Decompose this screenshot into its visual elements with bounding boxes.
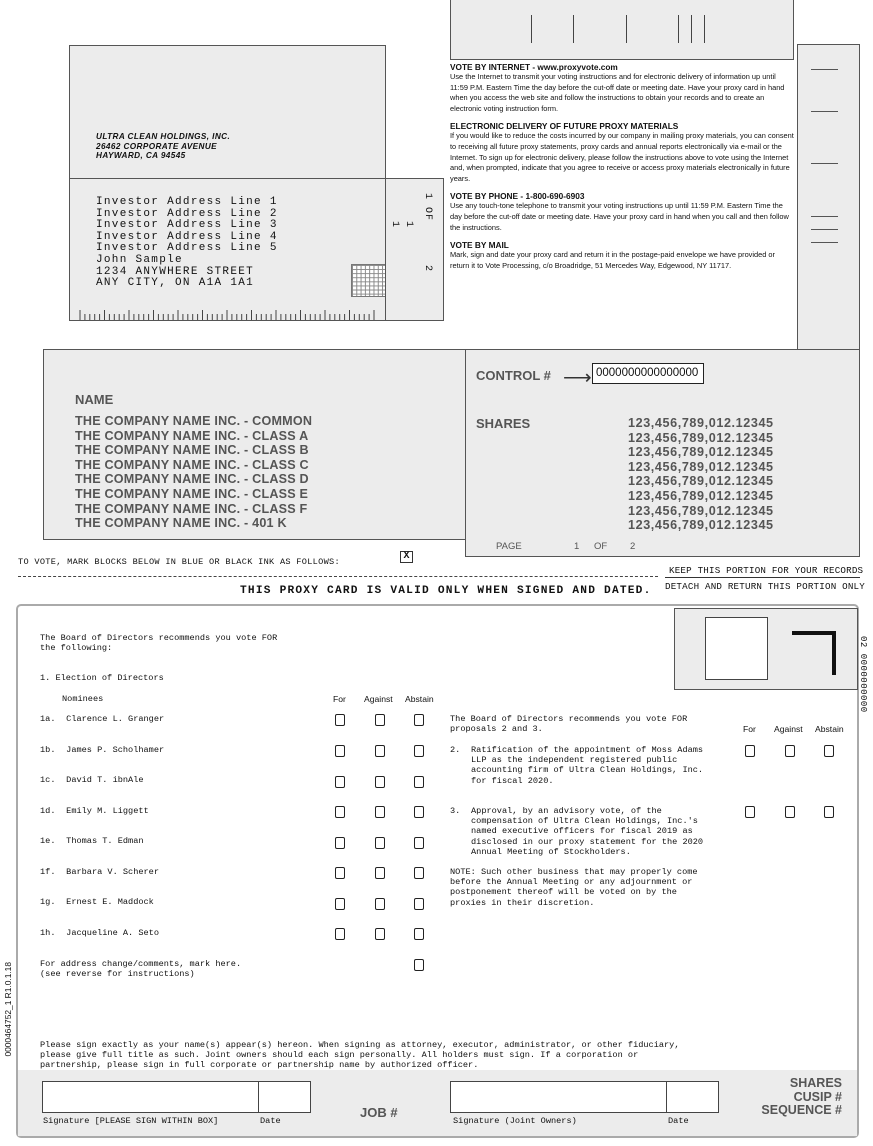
against-header-right: Against — [774, 724, 803, 734]
nominee-1h-for-checkbox[interactable] — [335, 928, 345, 940]
nominee-name: Emily M. Liggett — [66, 806, 149, 816]
page-label: PAGE — [496, 541, 522, 552]
share-class: THE COMPANY NAME INC. - CLASS B — [75, 443, 309, 458]
nominee-1c-for-checkbox[interactable] — [335, 776, 345, 788]
vote-phone-text: Use any touch-tone telephone to transmit your voting instructions up until 11:59 P.M. Eastern Time the day before the cut-off date or meeting date. Have your proxy card in hand when you call and then follow the instructions. — [450, 201, 789, 232]
nominee-name: Thomas T. Edman — [66, 836, 144, 846]
note-line: postponement thereof will be voted on by the — [450, 887, 677, 898]
nominee-1e-for-checkbox[interactable] — [335, 837, 345, 849]
recommendation-line: The Board of Directors recommends you vote FOR — [450, 714, 688, 724]
page-side-num: 1 — [389, 221, 400, 229]
nominee-row — [40, 928, 159, 938]
recommendation-line: the following: — [40, 643, 113, 654]
shares-cusip-sequence — [742, 1077, 842, 1118]
nominee-1d-abstain-checkbox[interactable] — [414, 806, 424, 818]
holdings-name-box — [43, 349, 467, 540]
note-text — [450, 867, 698, 908]
nominee-row — [40, 714, 164, 724]
arrow-right-icon: ⟶ — [563, 367, 592, 389]
nominee-name: Ernest E. Maddock — [66, 897, 154, 907]
nominee-row — [40, 775, 144, 785]
nominee-name: Jacqueline A. Seto — [66, 928, 159, 938]
nominee-id: 1d. — [40, 806, 56, 816]
control-shares-box — [465, 349, 860, 557]
name-label: NAME — [75, 392, 114, 407]
share-values — [628, 416, 774, 533]
nominee-1h-against-checkbox[interactable] — [375, 928, 385, 940]
proposal-3-against-checkbox[interactable] — [785, 806, 795, 818]
voting-instructions — [450, 62, 794, 271]
nominee-1a-abstain-checkbox[interactable] — [414, 714, 424, 726]
company-address-box — [69, 45, 386, 179]
electronic-delivery-text: If you would like to reduce the costs incurred by our company in mailing proxy materials, you can consent to receiving all future proxy statements, proxy cards and annual reports electronically via e-mail or the Internet. To sign up for electronic delivery, please follow the instructions above to vote using the Internet and, when prompted, indicate that you agree to receive or access proxy materials electronically in future years. — [450, 131, 794, 183]
note-line: proxies in their discretion. — [450, 897, 595, 908]
nominee-row — [40, 806, 149, 816]
electronic-delivery-title: ELECTRONIC DELIVERY OF FUTURE PROXY MATERIALS — [450, 121, 679, 132]
nominee-1e-abstain-checkbox[interactable] — [414, 837, 424, 849]
proposal-2-for-checkbox[interactable] — [745, 745, 755, 757]
valid-notice: THIS PROXY CARD IS VALID ONLY WHEN SIGNED AND DATED. — [240, 585, 652, 597]
nominee-row — [40, 836, 144, 846]
page-side-num: 1 — [403, 221, 414, 229]
signing-line: Please sign exactly as your name(s) appear(s) hereon. When signing as attorney, executor, administrator, or other fiduciary, — [40, 1040, 680, 1050]
company-address — [96, 132, 230, 161]
signing-line: please give full title as such. Joint owners should each sign personally. All holders must sign. If a corporation or — [40, 1050, 639, 1061]
proposal-3-for-checkbox[interactable] — [745, 806, 755, 818]
joint-date-label: Date — [668, 1116, 689, 1126]
mark-instructions: TO VOTE, MARK BLOCKS BELOW IN BLUE OR BLACK INK AS FOLLOWS: — [18, 557, 340, 567]
nominee-1e-against-checkbox[interactable] — [375, 837, 385, 849]
tick-mark — [811, 229, 838, 230]
nominee-1c-abstain-checkbox[interactable] — [414, 776, 424, 788]
against-header: Against — [364, 694, 393, 704]
date-box[interactable] — [258, 1081, 311, 1113]
tick-mark — [811, 69, 838, 70]
page-side-total: 2 — [422, 265, 433, 273]
address-change-line: (see reverse for instructions) — [40, 969, 195, 980]
nominee-id: 1c. — [40, 775, 56, 785]
sequence-label: SEQUENCE # — [761, 1103, 842, 1118]
share-classes — [75, 414, 312, 531]
share-value: 123,456,789,012.12345 — [628, 518, 774, 533]
share-class: THE COMPANY NAME INC. - CLASS D — [75, 472, 309, 487]
proposal-line: for fiscal 2020. — [471, 775, 554, 786]
share-class: THE COMPANY NAME INC. - CLASS F — [75, 501, 308, 516]
nominee-1b-against-checkbox[interactable] — [375, 745, 385, 757]
logo-box — [674, 608, 858, 690]
proposal-2-against-checkbox[interactable] — [785, 745, 795, 757]
share-value: 123,456,789,012.12345 — [628, 459, 774, 474]
nominee-id: 1b. — [40, 745, 56, 755]
left-side-code: 0000464752_1 R1.0.1.18 — [3, 962, 13, 1057]
job-label: JOB # — [360, 1105, 398, 1120]
address-change-checkbox[interactable] — [414, 959, 424, 971]
nominee-name: James P. Scholhamer — [66, 745, 165, 755]
tick-mark — [811, 216, 838, 217]
joint-signature-label: Signature (Joint Owners) — [453, 1116, 577, 1126]
detach-line — [18, 576, 658, 577]
nominee-1h-abstain-checkbox[interactable] — [414, 928, 424, 940]
page-total: 2 — [630, 541, 636, 552]
shares-label-bottom: SHARES — [789, 1076, 842, 1090]
tick-mark — [811, 111, 838, 112]
share-value: 123,456,789,012.12345 — [628, 488, 774, 503]
logo-placeholder — [705, 617, 768, 680]
share-class: THE COMPANY NAME INC. - CLASS E — [75, 486, 309, 501]
note-line: NOTE: Such other business that may properly come — [450, 867, 698, 877]
investor-address — [96, 197, 278, 290]
ruler-marks — [78, 310, 378, 320]
proposal-line: Approval, by an advisory vote, of the — [471, 806, 662, 816]
proposal-line: named executive officers for fiscal 2019 as — [471, 826, 693, 837]
page-of: OF — [594, 541, 608, 552]
share-class: THE COMPANY NAME INC. - CLASS A — [75, 428, 309, 443]
proposal-line: Annual Meeting of Stockholders. — [471, 846, 631, 857]
share-value: 123,456,789,012.12345 — [628, 503, 774, 518]
nominee-name: David T. ibnAle — [66, 775, 144, 785]
signature-label: Signature [PLEASE SIGN WITHIN BOX] — [43, 1116, 219, 1126]
nominee-id: 1f. — [40, 867, 56, 877]
board-recommendation — [40, 633, 277, 653]
shares-label: SHARES — [476, 416, 531, 431]
tick-mark — [811, 242, 838, 243]
vote-internet-text: Use the Internet to transmit your voting instructions and for electronic delivery of information up until 11:59 P.M. Eastern Time the day before the cut-off date or meeting date. Have your proxy card in hand when you access the web site and follow the instructions to obtain your records and to create an electronic voting instruction form. — [450, 72, 785, 113]
vote-internet-title: VOTE BY INTERNET - www.proxyvote.com — [450, 62, 618, 72]
right-strip — [797, 44, 860, 350]
share-class: THE COMPANY NAME INC. - CLASS C — [75, 457, 309, 472]
investor-line: Investor Address Line 5 — [96, 242, 278, 255]
proposal-line: disclosed in our proxy statement for the 2020 — [471, 836, 704, 847]
share-value: 123,456,789,012.12345 — [628, 416, 774, 430]
investor-address-box — [69, 178, 386, 321]
joint-signature-box[interactable] — [450, 1081, 667, 1113]
keep-divider — [665, 577, 860, 578]
nominee-1d-against-checkbox[interactable] — [375, 806, 385, 818]
investor-line: Investor Address Line 1 — [96, 196, 278, 208]
vote-mail-title: VOTE BY MAIL — [450, 240, 509, 251]
proposal-3-text — [471, 806, 703, 857]
detach-portion-text: DETACH AND RETURN THIS PORTION ONLY — [665, 581, 865, 592]
vote-mail-text: Mark, sign and date your proxy card and return it in the postage-paid envelope we have provided or return it to Vote Processing, c/o Broadridge, 51 Mercedes Way, Edgewood, NY 11717. — [450, 250, 775, 270]
share-value: 123,456,789,012.12345 — [628, 445, 774, 460]
recommendation-line: The Board of Directors recommends you vote FOR — [40, 633, 278, 643]
control-label: CONTROL # — [476, 368, 551, 383]
item-1-title: 1. Election of Directors — [40, 673, 164, 683]
proposal-line: accounting firm of Ultra Clean Holdings, Inc. — [471, 765, 704, 776]
nominee-1b-for-checkbox[interactable] — [335, 745, 345, 757]
proposal-2-number: 2. — [450, 745, 461, 755]
signing-instructions — [40, 1040, 679, 1071]
barcode-box — [450, 0, 794, 60]
nominee-id: 1g. — [40, 897, 56, 907]
nominees-label: Nominees — [62, 694, 104, 704]
nominee-1a-for-checkbox[interactable] — [335, 714, 345, 726]
nominee-id: 1a. — [40, 714, 56, 724]
nominee-name: Clarence L. Granger — [66, 714, 165, 724]
company-city: HAYWARD, CA 94545 — [96, 151, 186, 161]
cusip-label: CUSIP # — [793, 1089, 842, 1104]
nominee-1f-abstain-checkbox[interactable] — [414, 867, 424, 879]
address-change-text — [40, 959, 241, 979]
signature-box[interactable] — [42, 1081, 259, 1113]
joint-date-box[interactable] — [666, 1081, 719, 1113]
page-current: 1 — [574, 541, 580, 552]
nominee-1f-for-checkbox[interactable] — [335, 867, 345, 879]
proposal-line: LLP as the independent registered public — [471, 755, 678, 766]
page-side-of: 1 OF — [422, 193, 433, 222]
proposal-2-text — [471, 745, 703, 786]
proposal-recommendation — [450, 714, 687, 734]
nominee-row — [40, 897, 154, 907]
nominee-name: Barbara V. Scherer — [66, 867, 159, 877]
for-header-right: For — [743, 724, 756, 734]
investor-line: ANY CITY, ON A1A 1A1 — [96, 277, 255, 290]
note-line: before the Annual Meeting or any adjournment or — [450, 877, 693, 888]
share-value: 123,456,789,012.12345 — [628, 430, 774, 445]
nominee-row — [40, 745, 164, 755]
signing-line: partnership, please sign in full corporate or partnership name by authorized officer. — [40, 1060, 479, 1071]
recommendation-line: proposals 2 and 3. — [450, 724, 543, 735]
nominee-1f-against-checkbox[interactable] — [375, 867, 385, 879]
proposal-line: Ratification of the appointment of Moss Adams — [471, 745, 704, 755]
investor-line: Investor Address Line 2 — [96, 207, 278, 220]
investor-line: 1234 ANYWHERE STREET — [96, 265, 255, 278]
control-number: 0000000000000000 — [592, 363, 704, 384]
date-label: Date — [260, 1116, 281, 1126]
share-value: 123,456,789,012.12345 — [628, 474, 774, 489]
nominee-1g-against-checkbox[interactable] — [375, 898, 385, 910]
nominee-id: 1h. — [40, 928, 56, 938]
proposal-2-abstain-checkbox[interactable] — [824, 745, 834, 757]
nominee-1b-abstain-checkbox[interactable] — [414, 745, 424, 757]
nominee-1a-against-checkbox[interactable] — [375, 714, 385, 726]
nominee-row — [40, 867, 159, 877]
proposal-3-number: 3. — [450, 806, 461, 816]
nominee-1g-abstain-checkbox[interactable] — [414, 898, 424, 910]
right-side-code: 02 0000000000 — [858, 636, 868, 713]
mark-example-box: X — [400, 551, 413, 563]
nominee-1g-for-checkbox[interactable] — [335, 898, 345, 910]
keep-portion-text: KEEP THIS PORTION FOR YOUR RECORDS — [669, 565, 864, 576]
abstain-header: Abstain — [405, 694, 434, 704]
page-indicator — [496, 541, 635, 552]
proposal-line: compensation of Ultra Clean Holdings, Inc.'s — [471, 816, 698, 827]
share-class: THE COMPANY NAME INC. - 401 K — [75, 516, 287, 531]
share-class: THE COMPANY NAME INC. - COMMON — [75, 414, 313, 428]
tick-mark — [811, 163, 838, 164]
vote-phone-title: VOTE BY PHONE - 1-800-690-6903 — [450, 191, 585, 202]
abstain-header-right: Abstain — [815, 724, 844, 734]
company-street: 26462 CORPORATE AVENUE — [96, 141, 218, 151]
for-header: For — [333, 694, 346, 704]
nominee-id: 1e. — [40, 836, 56, 846]
corner-mark-icon — [792, 631, 836, 675]
grid-barcode-icon — [351, 264, 386, 297]
nominee-1c-against-checkbox[interactable] — [375, 776, 385, 788]
investor-line: John Sample — [96, 253, 183, 266]
proposal-3-abstain-checkbox[interactable] — [824, 806, 834, 818]
nominee-1d-for-checkbox[interactable] — [335, 806, 345, 818]
investor-line: Investor Address Line 3 — [96, 219, 278, 232]
investor-line: Investor Address Line 4 — [96, 230, 278, 243]
company-name: ULTRA CLEAN HOLDINGS, INC. — [96, 132, 231, 141]
page-side-box — [385, 178, 444, 321]
address-change-line: For address change/comments, mark here. — [40, 959, 242, 969]
